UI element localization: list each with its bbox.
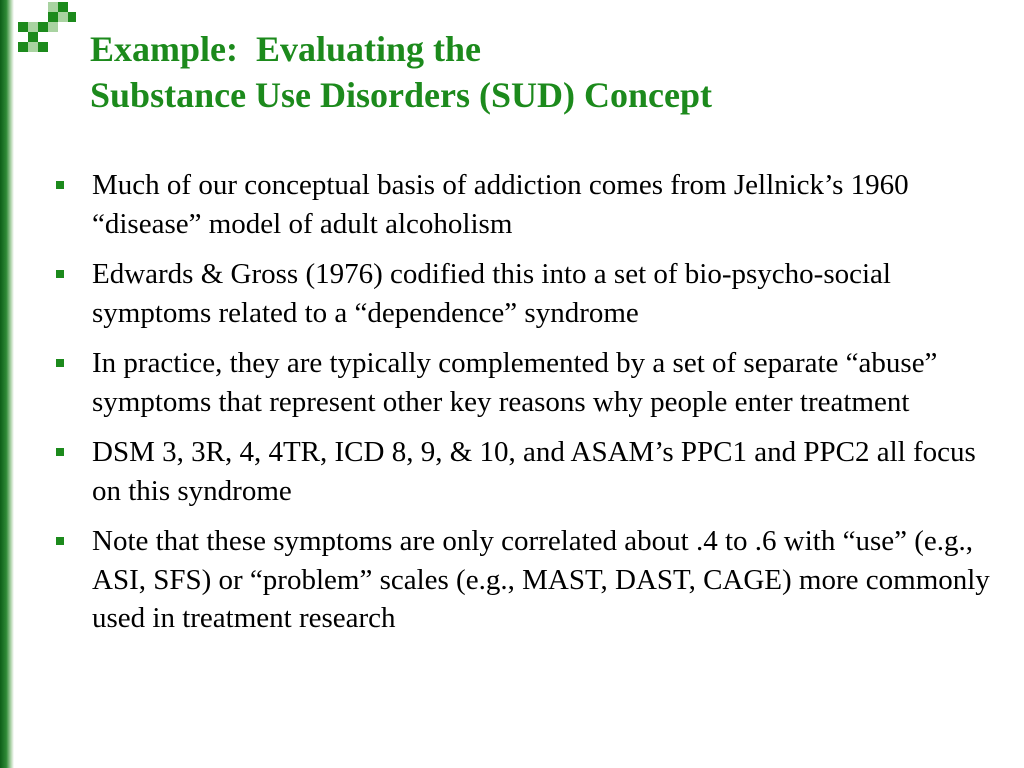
- bullet-item: [56, 433, 996, 510]
- slide-sidebar-gradient: [0, 0, 14, 768]
- square-bullet-icon: [56, 537, 64, 545]
- bullet-item: [56, 344, 996, 421]
- slide-title: [90, 26, 712, 118]
- square-bullet-icon: [56, 359, 64, 367]
- bullet-item: [56, 522, 996, 638]
- bullet-text: Edwards & Gross (1976) codified this into a set of bio-psycho-social symptoms related to a “dependence” syndrome: [92, 258, 891, 329]
- bullet-text: Note that these symptoms are only correlated about .4 to .6 with “use” (e.g., ASI, SFS) or “problem” scales (e.g., MAST, DAST, CAGE) more commonly used in treatment research: [92, 525, 990, 634]
- square-bullet-icon: [56, 270, 64, 278]
- bullet-text: Much of our conceptual basis of addiction comes from Jellnick’s 1960 “disease” model of adult alcoholism: [92, 169, 909, 240]
- square-bullet-icon: [56, 181, 64, 189]
- bullet-item: [56, 255, 996, 332]
- bullet-item: [56, 166, 996, 243]
- slide-title-line-1: Example: Evaluating the: [90, 29, 482, 69]
- checkmark-squares-icon: [18, 0, 82, 64]
- bullet-text: DSM 3, 3R, 4, 4TR, ICD 8, 9, & 10, and ASAM’s PPC1 and PPC2 all focus on this syndrome: [92, 436, 976, 507]
- slide-title-line-2: Substance Use Disorders (SUD) Concept: [90, 75, 712, 115]
- bullet-text: In practice, they are typically complemented by a set of separate “abuse” symptoms that represent other key reasons why people enter treatment: [92, 347, 938, 418]
- bullet-list: [56, 166, 996, 650]
- square-bullet-icon: [56, 448, 64, 456]
